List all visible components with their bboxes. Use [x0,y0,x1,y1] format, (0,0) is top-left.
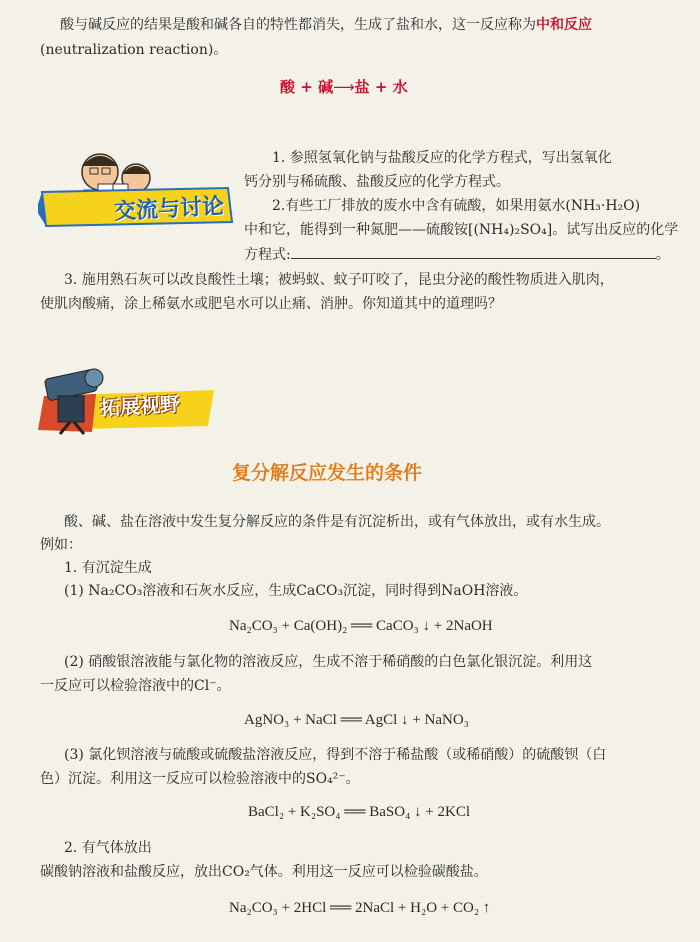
equation-4: Na₂CO₃ + 2HCl ══ 2NaCl + H₂O + CO₂ ↑ [229,900,491,916]
para-3-line-1: (3) 氯化钡溶液与硫酸或硫酸盐溶液反应，得到不溶于稀盐酸（或稀硝酸）的硫酸钡（白 [64,747,607,763]
q1-line-1: 1. 参照氢氧化钠与盐酸反应的化学方程式，写出氢氧化 [272,150,612,166]
eq-base: 碱 [318,78,334,96]
para-4: 碳酸钠溶液和盐酸反应，放出CO₂气体。利用这一反应可以检验碳酸盐。 [40,864,488,880]
q2-end: 。 [655,247,670,263]
para-3-line-2: 色）沉淀。利用这一反应可以检验溶液中的SO₄²⁻。 [40,771,360,787]
expand-badge [36,360,216,438]
equation-2: AgNO₃ + NaCl ══ AgCl ↓ + NaNO₃ [244,712,469,728]
q2-prompt: 方程式: [244,247,291,263]
section-intro-line-2: 例如： [40,537,82,553]
heading-precipitate: 1. 有沉淀生成 [64,560,152,576]
word-equation [280,76,408,97]
para-2-line-1: (2) 硝酸银溶液能与氯化物的溶液反应，生成不溶于稀硝酸的白色氯化银沉淀。利用这 [64,654,593,670]
equation-1: Na₂CO₃ + Ca(OH)₂ ══ CaCO₃ ↓ + 2NaOH [229,618,493,634]
section-intro-line-1: 酸、碱、盐在溶液中发生复分解反应的条件是有沉淀析出，或有气体放出，或有水生成。 [64,514,610,530]
term-neutralization: 中和反应 [536,17,592,33]
equation-3: BaCl₂ + K₂SO₄ ══ BaSO₄ ↓ + 2KCl [248,804,471,820]
eq-plus: + [374,78,388,96]
q1-line-2: 钙分别与稀硫酸、盐酸反应的化学方程式。 [244,174,510,190]
para-2-line-2: 一反应可以检验溶液中的Cl⁻。 [40,678,231,694]
section-title: 复分解反应发生的条件 [232,462,423,484]
q2-line-2: 中和它，能得到一种氮肥——硫酸铵[(NH₄)₂SO₄]。试写出反应的化学 [244,222,679,238]
q2-line-3 [244,244,670,265]
q3-line-2: 使肌肉酸痛，涂上稀氨水或肥皂水可以止痛、消肿。你知道其中的道理吗？ [40,296,502,312]
intro-line-2: (neutralization reaction)。 [40,42,228,58]
para-1: (1) Na₂CO₃溶液和石灰水反应，生成CaCO₃沉淀，同时得到NaOH溶液。 [64,583,528,599]
answer-blank[interactable] [291,244,656,259]
eq-water: 水 [392,78,408,96]
q2-line-1: 2.有些工厂排放的废水中含有硫酸，如果用氨水(NH₃·H₂O) [272,198,641,214]
eq-acid: 酸 [280,78,296,96]
heading-gas: 2. 有气体放出 [64,840,152,856]
intro-line-1 [60,15,592,35]
q3-line-1: 3. 施用熟石灰可以改良酸性土壤；被蚂蚁、蚊子叮咬了，昆虫分泌的酸性物质进入肌肉， [64,272,614,288]
discussion-badge [38,140,238,240]
discussion-title: 交流与讨论 [113,194,225,225]
intro-text: 酸与碱反应的结果是酸和碱各自的特性都消失，生成了盐和水，这一反应称为 [60,17,536,33]
eq-arrow: ⟶ [333,78,355,96]
eq-plus: + [300,78,313,96]
expand-title: 拓展视野 [99,391,181,421]
eq-salt: 盐 [354,78,370,96]
